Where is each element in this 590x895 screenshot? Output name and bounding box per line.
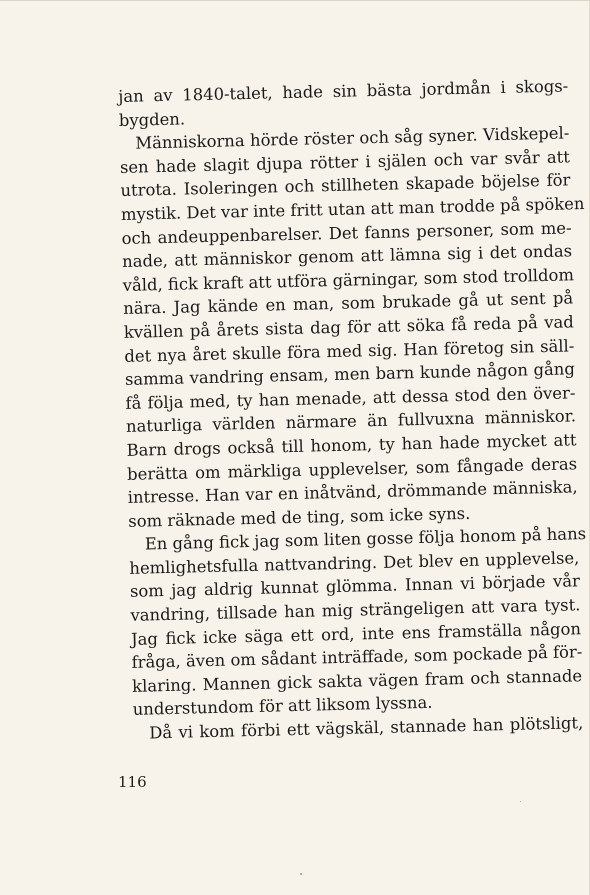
text-line: våld, fick kraft att utföra gärningar, som stod trolldom bbox=[122, 265, 575, 295]
paper-speck bbox=[520, 801, 521, 802]
text-line: det nya året skulle föra med sig. Han företog sin säll- bbox=[124, 335, 575, 366]
text-line: sen hade slagit djupa rötter i själen och var svår att bbox=[119, 147, 571, 177]
text-line: få följa med, ty han menade, att dessa stod den över- bbox=[125, 383, 576, 413]
text-line: nära. Jag kände en man, som brukade gå ut sent på bbox=[123, 288, 574, 319]
body-text bbox=[118, 74, 587, 745]
text-line: berätta om märkliga upplevelser, som fångade deras bbox=[126, 453, 578, 484]
text-line: utrota. Isoleringen och stillheten skapade böjelse för bbox=[120, 170, 571, 201]
text-line: klaring. Mannen gick sakta vägen fram och stannade bbox=[131, 666, 583, 696]
text-line: som jag aldrig kunnat glömma. Innan vi började vår bbox=[129, 571, 581, 602]
text-line: bygden. bbox=[118, 109, 186, 130]
text-line: Jag fick icke säga ett ord, inte ens framställa någon bbox=[130, 618, 582, 649]
text-line: kvällen på årets sista dag för att söka få reda på vad bbox=[123, 312, 574, 342]
text-line: och andeuppenbarelser. Det fanns personer, som me- bbox=[121, 217, 572, 248]
text-line: intresse. Han var en inåtvänd, drömmande människa, bbox=[127, 477, 578, 507]
text-line: hemlighetsfulla nattvandring. Det blev en upplevelse, bbox=[129, 548, 580, 578]
text-line: En gång fick jag som liten gosse följa honom på hans bbox=[144, 524, 587, 554]
text-line: Människorna hörde röster och såg syner. Vidskepel- bbox=[135, 123, 570, 153]
text-line: samma vandring ensam, men barn kunde någon gång bbox=[124, 359, 576, 390]
text-line: Barn drogs också till honom, ty han hade mycket att bbox=[126, 430, 577, 460]
text-line: jan av 1840-talet, hade sin bästa jordmån i skogs- bbox=[118, 76, 569, 106]
page-number: 116 bbox=[118, 773, 147, 791]
text-line: understundom för att liksom lyssna. bbox=[132, 693, 433, 720]
paper-speck bbox=[300, 873, 302, 875]
text-line: mystik. Det var inte fritt utan att man trodde på spöken bbox=[120, 194, 585, 224]
text-line: Då vi kom förbi ett vägskäl, stannade han plötsligt, bbox=[149, 713, 584, 743]
text-line: fråga, även om sådant inträffade, som pockade på för- bbox=[131, 642, 583, 673]
text-line: vandring, tillsade han mig strängeligen att vara tyst. bbox=[130, 595, 581, 625]
text-line: nade, att människor genom att lämna sig i det ondas bbox=[121, 241, 573, 272]
text-line: som räknade med de ting, som icke syns. bbox=[128, 503, 471, 531]
text-line: naturliga världen närmare än fullvuxna människor. bbox=[125, 406, 577, 437]
